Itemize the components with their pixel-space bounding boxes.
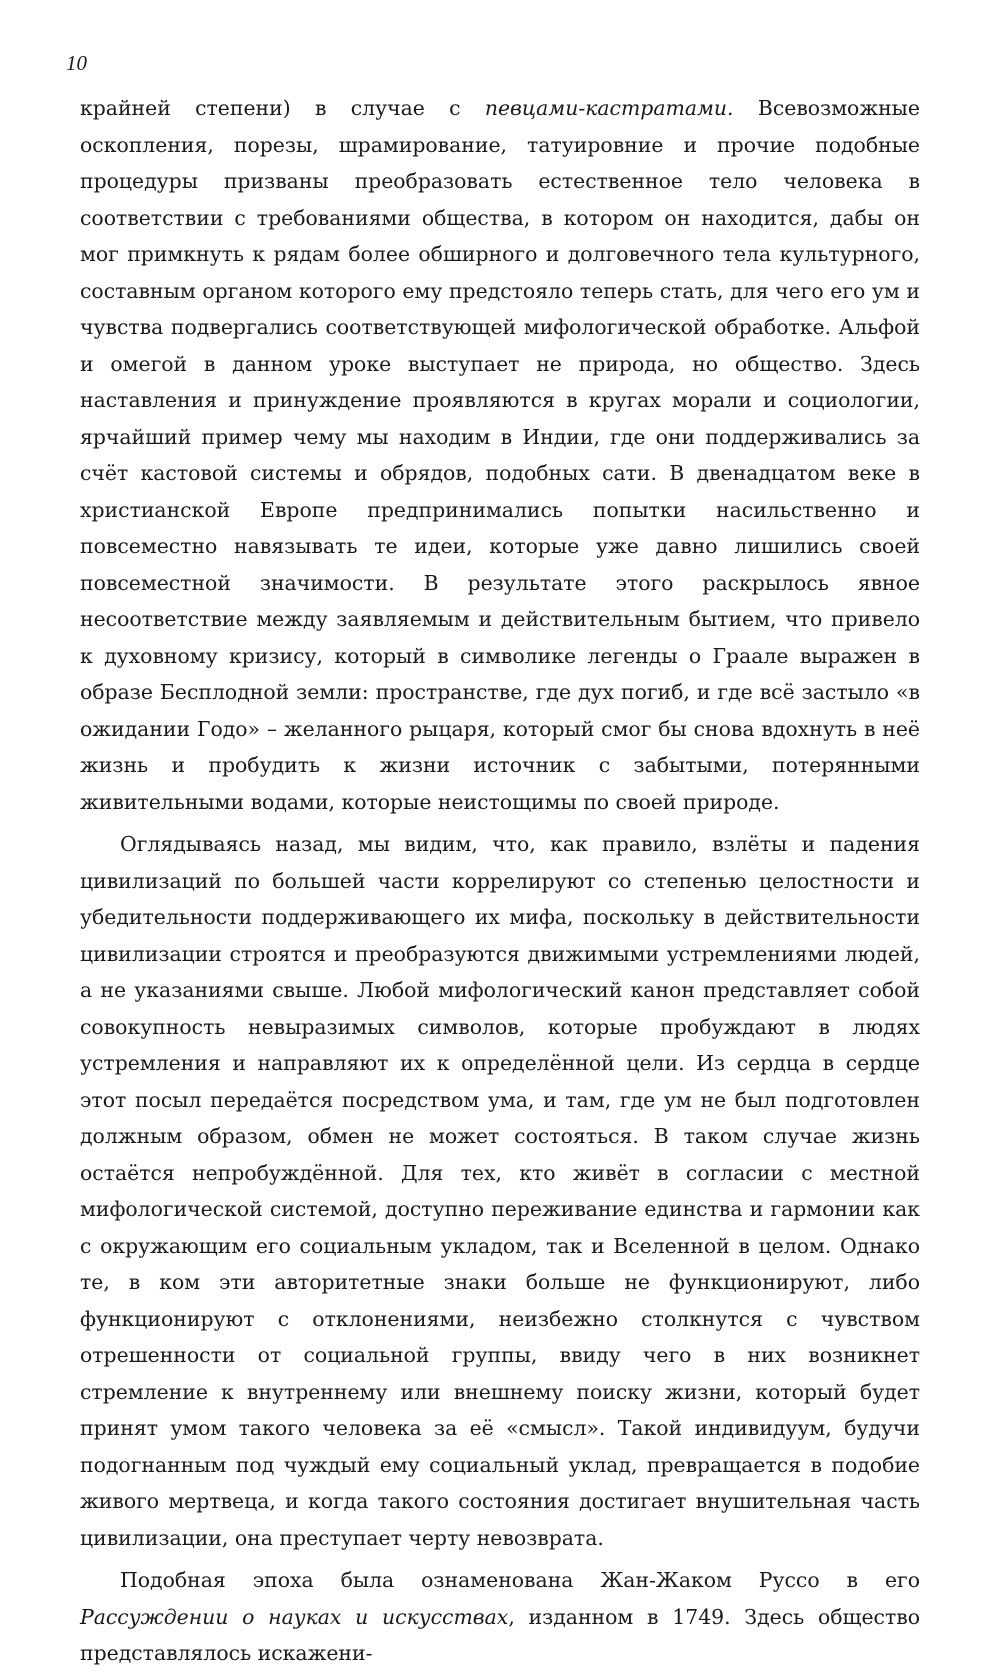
paragraph-1	[80, 90, 920, 820]
paragraph-2	[80, 826, 920, 1556]
text-segment: Подобная эпоха была ознаменована Жан-Жаком Руссо в его	[120, 1568, 920, 1592]
paragraph-3	[80, 1562, 920, 1672]
page-number: 10	[66, 51, 87, 75]
text-segment: Всевозможные оскопления, порезы, шрамирование, татуировние и прочие подобные процедуры призваны преобразовать естественное тело человека в соответствии с требованиями общества, в котором он находится, дабы он мог примкнуть к рядам более обширного и долговечного тела культурного, составным органом которого ему предстояло теперь стать, для чего его ум и чувства подвергались соответствующей мифологической обработке. Альфой и омегой в данном уроке выступает не природа, но общество. Здесь наставления и принуждение проявляются в кругах морали и социологии, ярчайший пример чему мы находим в Индии, где они поддерживались за счёт кастовой системы и обрядов, подобных сати. В двенадцатом веке в христианской Европе предпринимались попытки насильственно и повсеместно навязывать те идеи, которые уже давно лишились своей повсеместной значимости. В результате этого раскрылось явное несоответствие между заявляемым и действительным бытием, что привело к духовному кризису, который в символике легенды о Граале выражен в образе Бесплодной земли: пространстве, где дух погиб, и где всё застыло «в ожидании Годо» – желанного рыцаря, который смог бы снова вдохнуть в неё жизнь и пробудить к жизни источник с забытыми, потерянными живительными водами, которые неистощимы по своей природе.	[80, 96, 920, 814]
italic-text-segment: Рассуждении о науках и искусствах	[80, 1604, 509, 1629]
text-segment: , изданном в 1749. Здесь общество представлялось искажени-	[80, 1604, 920, 1665]
text-segment: крайней степени) в случае с	[80, 96, 485, 120]
italic-text-segment: певцами-кастратами.	[484, 96, 734, 120]
text-segment: Оглядываясь назад, мы видим, что, как правило, взлёты и падения цивилизаций по большей части коррелируют со степенью целостности и убедительности поддерживающего их мифа, поскольку в действительности цивилизации строятся и преобразуются движимыми устремлениями людей, а не указаниями свыше. Любой мифологический канон представляет собой совокупность невыразимых символов, которые пробуждают в людях устремления и направляют их к определённой цели. Из сердца в сердце этот посыл передаётся посредством ума, и там, где ум не был подготовлен должным образом, обмен не может состояться. В таком случае жизнь остаётся непробуждённой. Для тех, кто живёт в согласии с местной мифологической системой, доступно переживание единства и гармонии как с окружающим его социальным укладом, так и Вселенной в целом. Однако те, в ком эти авторитетные знаки больше не функционируют, либо функционируют с отклонениями, неизбежно столкнутся с чувством отрешенности от социальной группы, ввиду чего в них возникнет стремление к внутреннему или внешнему поиску жизни, который будет принят умом такого человека за её «смысл». Такой индивидуум, будучи подогнанным под чуждый ему социальный уклад, превращается в подобие живого мертвеца, и когда такого состояния достигает внушительная часть цивилизации, она преступает черту невозврата.	[80, 832, 920, 1550]
body-text	[80, 90, 920, 1672]
